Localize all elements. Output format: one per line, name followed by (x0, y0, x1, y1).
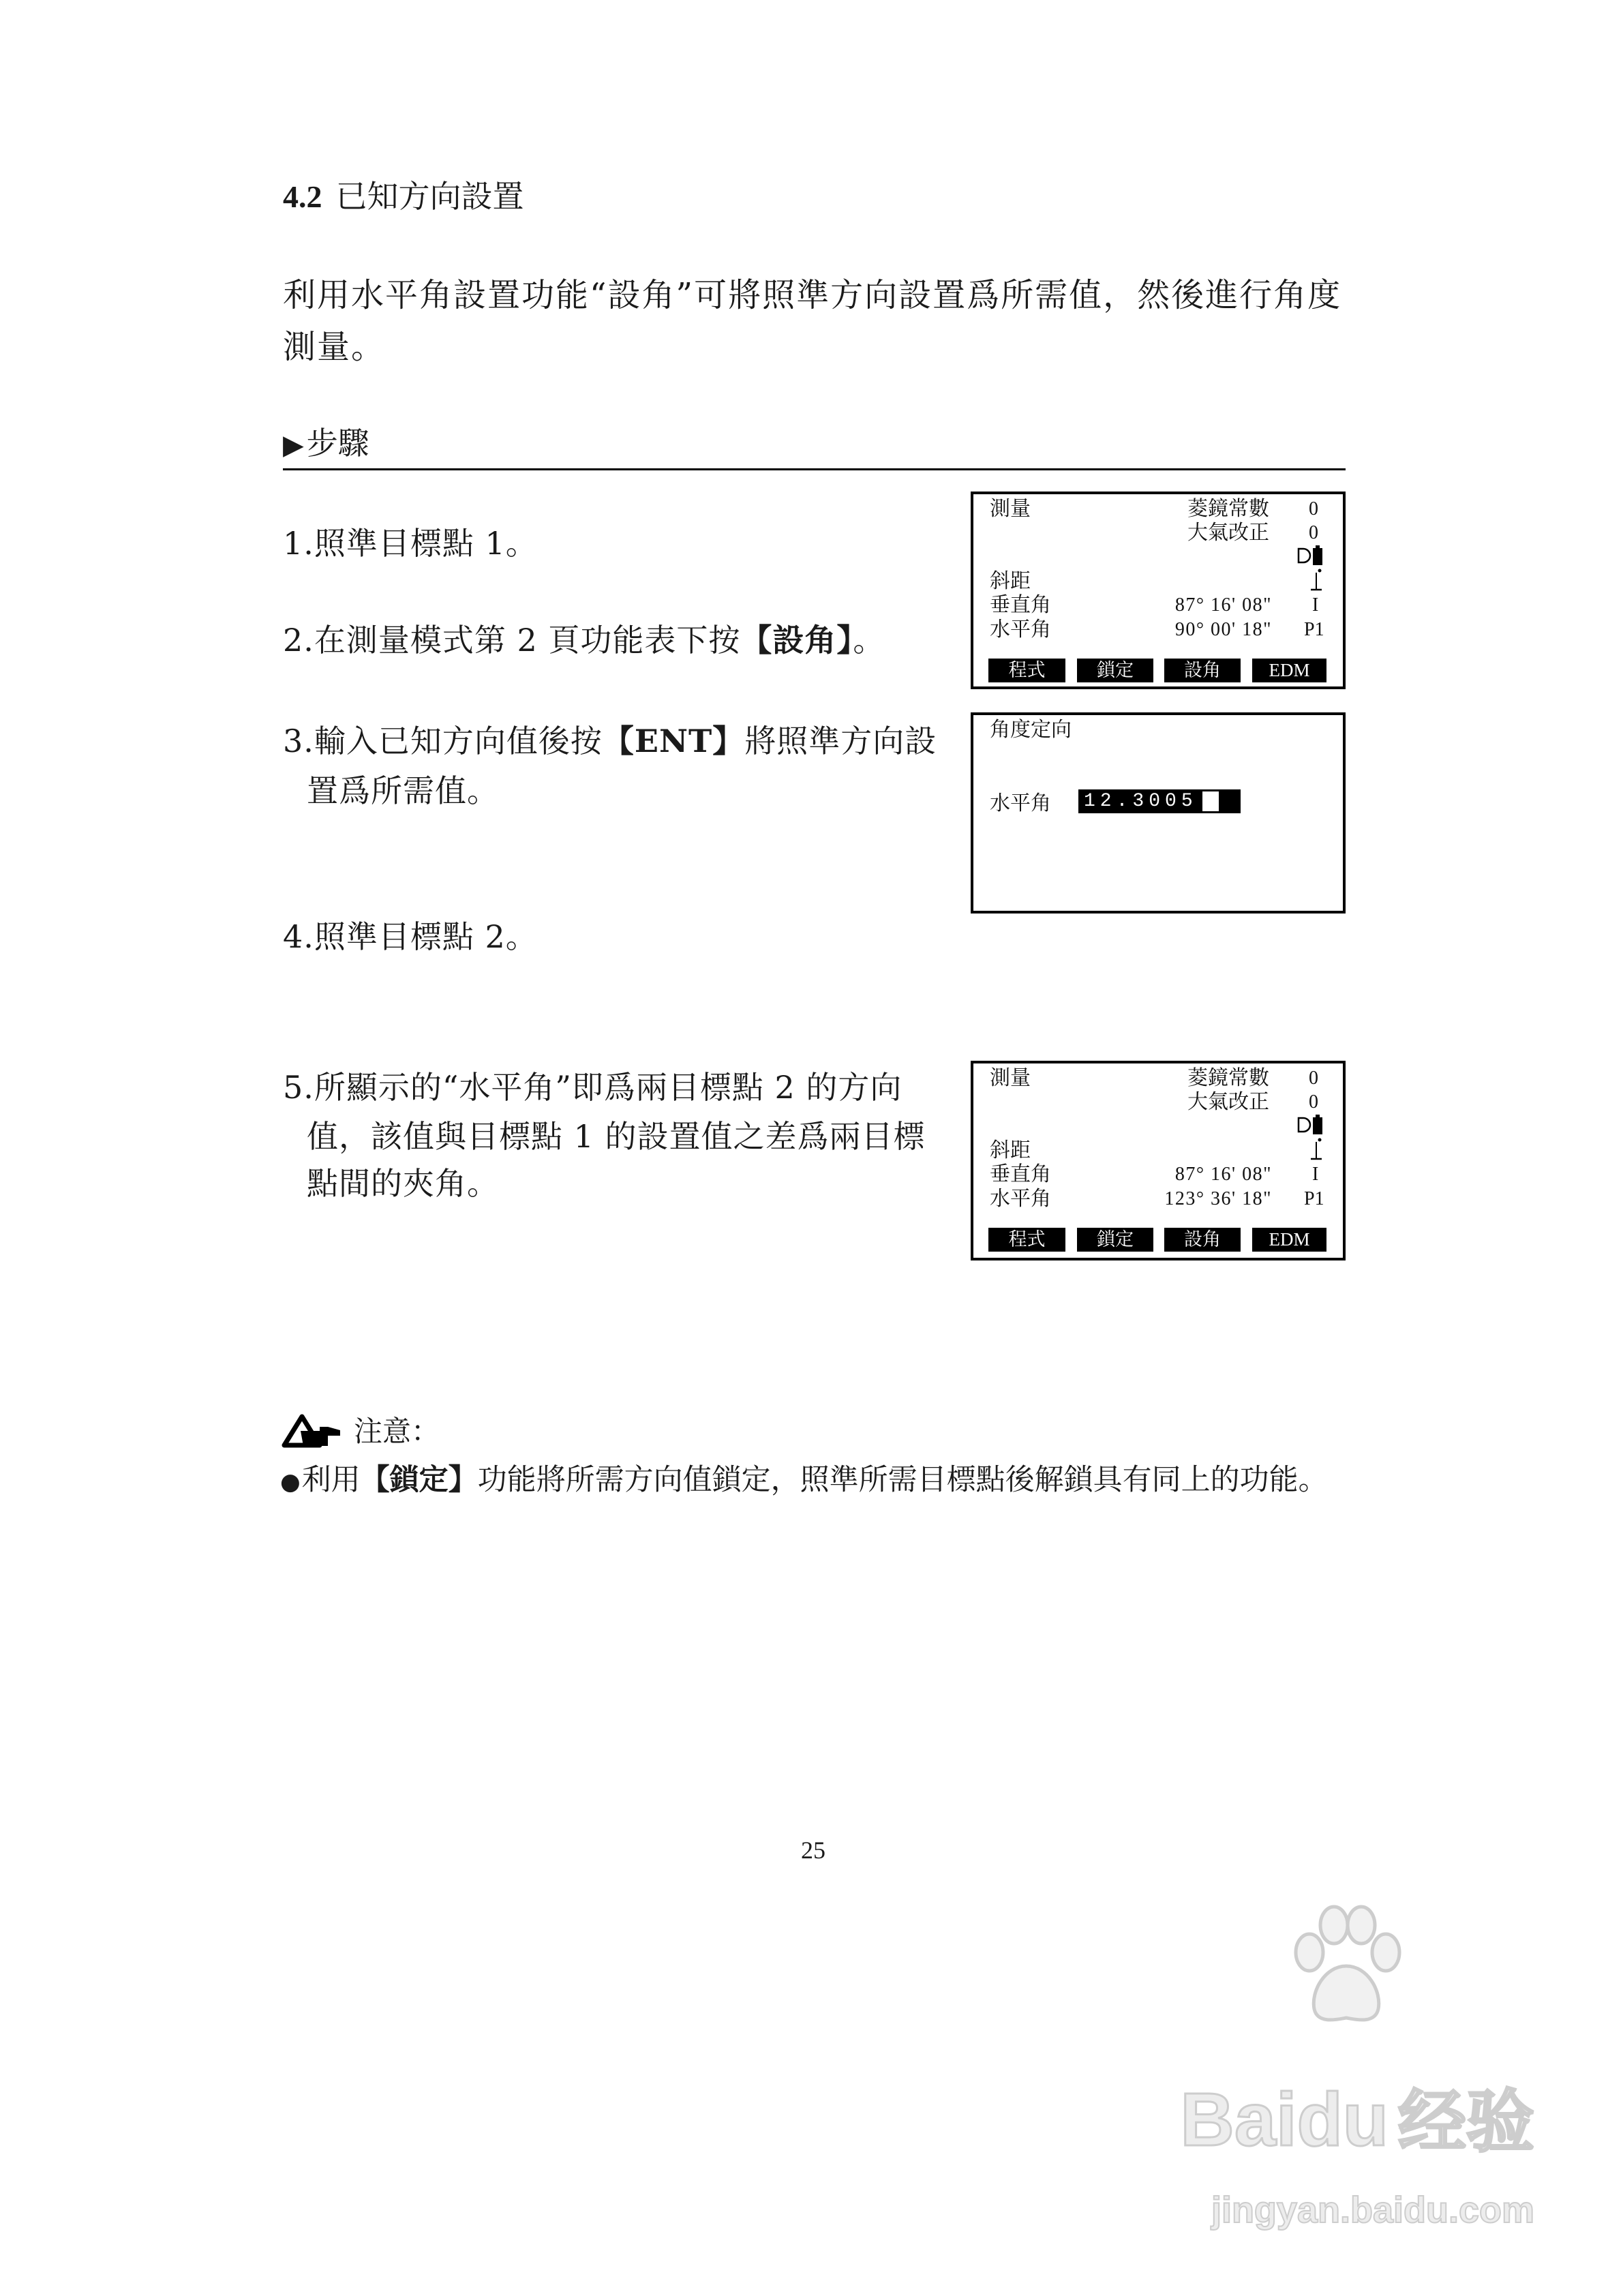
softkey-lock: 鎖定 (1077, 1228, 1153, 1252)
horizontal-angle-input-value: 12.3005 (1084, 791, 1198, 812)
procedure-label: 步驟 (306, 425, 369, 462)
vertical-angle-label: 垂直角 (990, 1162, 1051, 1186)
warning-hand-icon (280, 1413, 343, 1449)
step-2-end: 。 (853, 622, 885, 659)
intro-line-2: 測量。 (283, 328, 386, 366)
section-heading (283, 176, 524, 217)
note-label: 注意： (354, 1415, 440, 1448)
step-3-text-end: 將照準方向設 (744, 723, 937, 759)
device-screen-measure-2 (971, 1061, 1346, 1260)
text-cursor (1202, 791, 1219, 811)
step-2-text: 2.在測量模式第 2 頁功能表下按 (283, 622, 741, 659)
note-key: 【鎖定】 (360, 1463, 478, 1497)
step-5-line-2: 值，該值與目標點 1 的設置值之差爲兩目標 (307, 1118, 926, 1155)
page-indicator: P1 (1304, 619, 1324, 640)
step-2 (283, 620, 885, 661)
paw-icon (1284, 1903, 1409, 2029)
device-screen-angle-orientation (971, 712, 1346, 913)
step-5-line-3: 點間的夾角。 (307, 1165, 499, 1202)
atmos-correction-value: 0 (1309, 522, 1318, 543)
vertical-angle-value: 87° 16' 08" (1174, 1164, 1272, 1185)
prism-target-icon (1309, 568, 1324, 592)
watermark-brand-a: Bai (1180, 2078, 1297, 2162)
prism-constant-value: 0 (1309, 498, 1318, 519)
horizontal-angle-label: 水平角 (990, 1187, 1051, 1211)
device-screen-measure-1 (971, 492, 1346, 689)
step-1: 1.照準目標點 1。 (283, 525, 538, 562)
section-title: 已知方向設置 (335, 178, 524, 215)
vertical-angle-value: 87° 16' 08" (1174, 594, 1272, 616)
softkey-program: 程式 (988, 659, 1065, 682)
step-4: 4.照準目標點 2。 (283, 918, 538, 955)
horizontal-angle-label: 水平角 (990, 618, 1051, 641)
play-marker-icon: ▶ (283, 429, 304, 461)
horizontal-angle-value: 123° 36' 18" (1164, 1188, 1272, 1209)
vertical-angle-label: 垂直角 (990, 593, 1051, 617)
step-3-text: 3.輸入已知方向值後按 (283, 723, 603, 759)
page-indicator: P1 (1304, 1188, 1324, 1209)
prism-constant-value: 0 (1309, 1068, 1318, 1089)
softkey-set-angle: 設角 (1164, 659, 1241, 682)
screen-title: 角度定向 (990, 718, 1072, 742)
procedure-header (283, 423, 369, 466)
battery-icon (1297, 545, 1324, 567)
bullet-icon: ● (280, 1468, 301, 1496)
prism-constant-label: 菱鏡常數 (1187, 497, 1269, 521)
note-text: 功能將所需方向值鎖定，照準所需目標點後解鎖具有同上的功能。 (477, 1463, 1328, 1497)
note-text-start: 利用 (301, 1463, 361, 1497)
section-number: 4.2 (283, 179, 322, 214)
prism-target-icon (1309, 1137, 1324, 1162)
softkey-edm: EDM (1252, 659, 1326, 682)
horizontal-angle-value: 90° 00' 18" (1174, 619, 1272, 640)
page-number: 25 (801, 1837, 825, 1864)
horizontal-angle-input (1078, 789, 1241, 813)
intro-line-1: 利用水平角設置功能“設角”可將照準方向設置爲所需值，然後進行角度 (283, 276, 1342, 314)
vertical-angle-flag: I (1312, 594, 1319, 616)
atmos-correction-value: 0 (1309, 1091, 1318, 1113)
watermark-url: jingyan.baidu.com (1211, 2190, 1534, 2231)
screen-title: 測量 (990, 1066, 1031, 1090)
horizontal-angle-label: 水平角 (990, 791, 1051, 815)
softkey-set-angle: 設角 (1164, 1228, 1241, 1252)
slope-distance-label: 斜距 (990, 569, 1031, 593)
step-3-key: 【ENT】 (602, 723, 745, 759)
atmos-correction-label: 大氣改正 (1187, 521, 1269, 545)
vertical-angle-flag: I (1312, 1164, 1319, 1185)
watermark-brand-b: du (1296, 2078, 1389, 2162)
softkey-lock: 鎖定 (1077, 659, 1153, 682)
step-3 (283, 721, 937, 761)
battery-icon (1297, 1114, 1324, 1136)
watermark-brand-cn: 经验 (1398, 2084, 1534, 2160)
softkey-edm: EDM (1252, 1228, 1326, 1252)
prism-constant-label: 菱鏡常數 (1187, 1066, 1269, 1090)
procedure-divider (283, 468, 1346, 470)
step-3-line-2: 置爲所需值。 (307, 772, 499, 809)
step-2-key: 【設角】 (740, 622, 853, 659)
step-5: 5.所顯示的“水平角”即爲兩目標點 2 的方向 (283, 1069, 902, 1106)
watermark-logo (1180, 2072, 1534, 2170)
screen-title: 測量 (990, 497, 1031, 521)
slope-distance-label: 斜距 (990, 1138, 1031, 1162)
atmos-correction-label: 大氣改正 (1187, 1090, 1269, 1114)
softkey-program: 程式 (988, 1228, 1065, 1252)
note-bullet-item (280, 1461, 1328, 1501)
